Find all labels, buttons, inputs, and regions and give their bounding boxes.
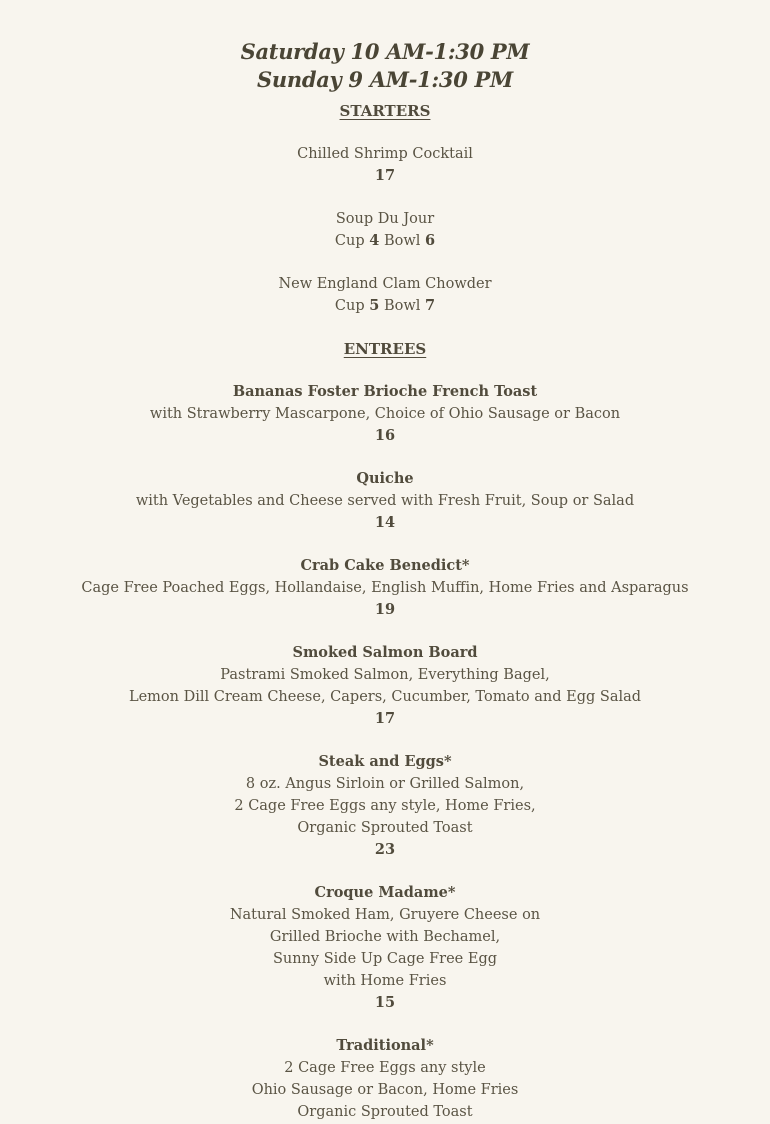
item-price: 14 [374,514,396,531]
item-description: Grilled Brioche with Bechamel, [269,929,501,945]
bowl-label: Bowl [383,298,421,314]
bowl-price: 6 [424,232,436,249]
item-description: Cage Free Poached Eggs, Hollandaise, English Muffin, Home Fries and Asparagus [81,580,689,596]
cup-price: 5 [369,297,380,314]
hours-saturday: Saturday 10 AM-1:30 PM [240,39,530,64]
menu-item-croque-madame [0,882,770,1014]
item-description: 2 Cage Free Eggs any style [284,1060,486,1076]
bowl-price: 7 [424,297,436,314]
menu-item-quiche [0,468,770,534]
item-cup-bowl-prices [0,230,770,252]
menu-item-shrimp-cocktail [0,143,770,187]
menu-item-smoked-salmon-board [0,642,770,730]
item-description: 8 oz. Angus Sirloin or Grilled Salmon, [245,776,525,792]
menu-item-clam-chowder [0,273,770,317]
item-name: Steak and Eggs* [318,753,452,770]
item-description: with Home Fries [323,973,447,989]
hours-sunday: Sunday 9 AM-1:30 PM [257,67,513,92]
item-description: Natural Smoked Ham, Gruyere Cheese on [229,907,541,923]
item-name: Traditional* [336,1037,434,1054]
item-name: Chilled Shrimp Cocktail [297,146,473,162]
item-name: Smoked Salmon Board [292,644,478,661]
menu-item-steak-and-eggs [0,751,770,861]
item-price: 17 [374,167,396,184]
item-description: Ohio Sausage or Bacon, Home Fries [251,1082,519,1098]
item-price: 19 [374,601,396,618]
item-description: Lemon Dill Cream Cheese, Capers, Cucumber, Tomato and Egg Salad [128,689,642,705]
item-name: Croque Madame* [314,884,456,901]
item-description: Organic Sprouted Toast [297,1104,473,1120]
cup-label: Cup [334,233,365,249]
item-description: Pastrami Smoked Salmon, Everything Bagel, [220,667,550,683]
item-description: with Strawberry Mascarpone, Choice of Ohio Sausage or Bacon [149,406,621,422]
item-description: Sunny Side Up Cage Free Egg [272,951,498,967]
menu-item-crab-cake-benedict [0,555,770,621]
item-description: with Vegetables and Cheese served with Fresh Fruit, Soup or Salad [135,493,635,509]
section-title-starters: STARTERS [339,102,431,120]
item-price: 17 [374,710,396,727]
item-name: Bananas Foster Brioche French Toast [232,383,538,400]
bowl-label: Bowl [383,233,421,249]
cup-price: 4 [369,232,380,249]
item-cup-bowl-prices [0,295,770,317]
item-price: 23 [374,841,396,858]
item-name: Soup Du Jour [335,211,435,227]
menu-item-traditional [0,1035,770,1123]
item-description: Organic Sprouted Toast [297,820,473,836]
menu-item-soup-du-jour [0,208,770,252]
section-title-entrees: ENTREES [343,340,427,358]
cup-label: Cup [334,298,365,314]
item-name: Quiche [356,470,414,487]
menu-item-french-toast [0,381,770,447]
item-price: 15 [374,994,396,1011]
item-name: Crab Cake Benedict* [300,557,470,574]
item-price: 16 [374,427,396,444]
item-name: New England Clam Chowder [278,276,492,292]
item-description: 2 Cage Free Eggs any style, Home Fries, [234,798,536,814]
